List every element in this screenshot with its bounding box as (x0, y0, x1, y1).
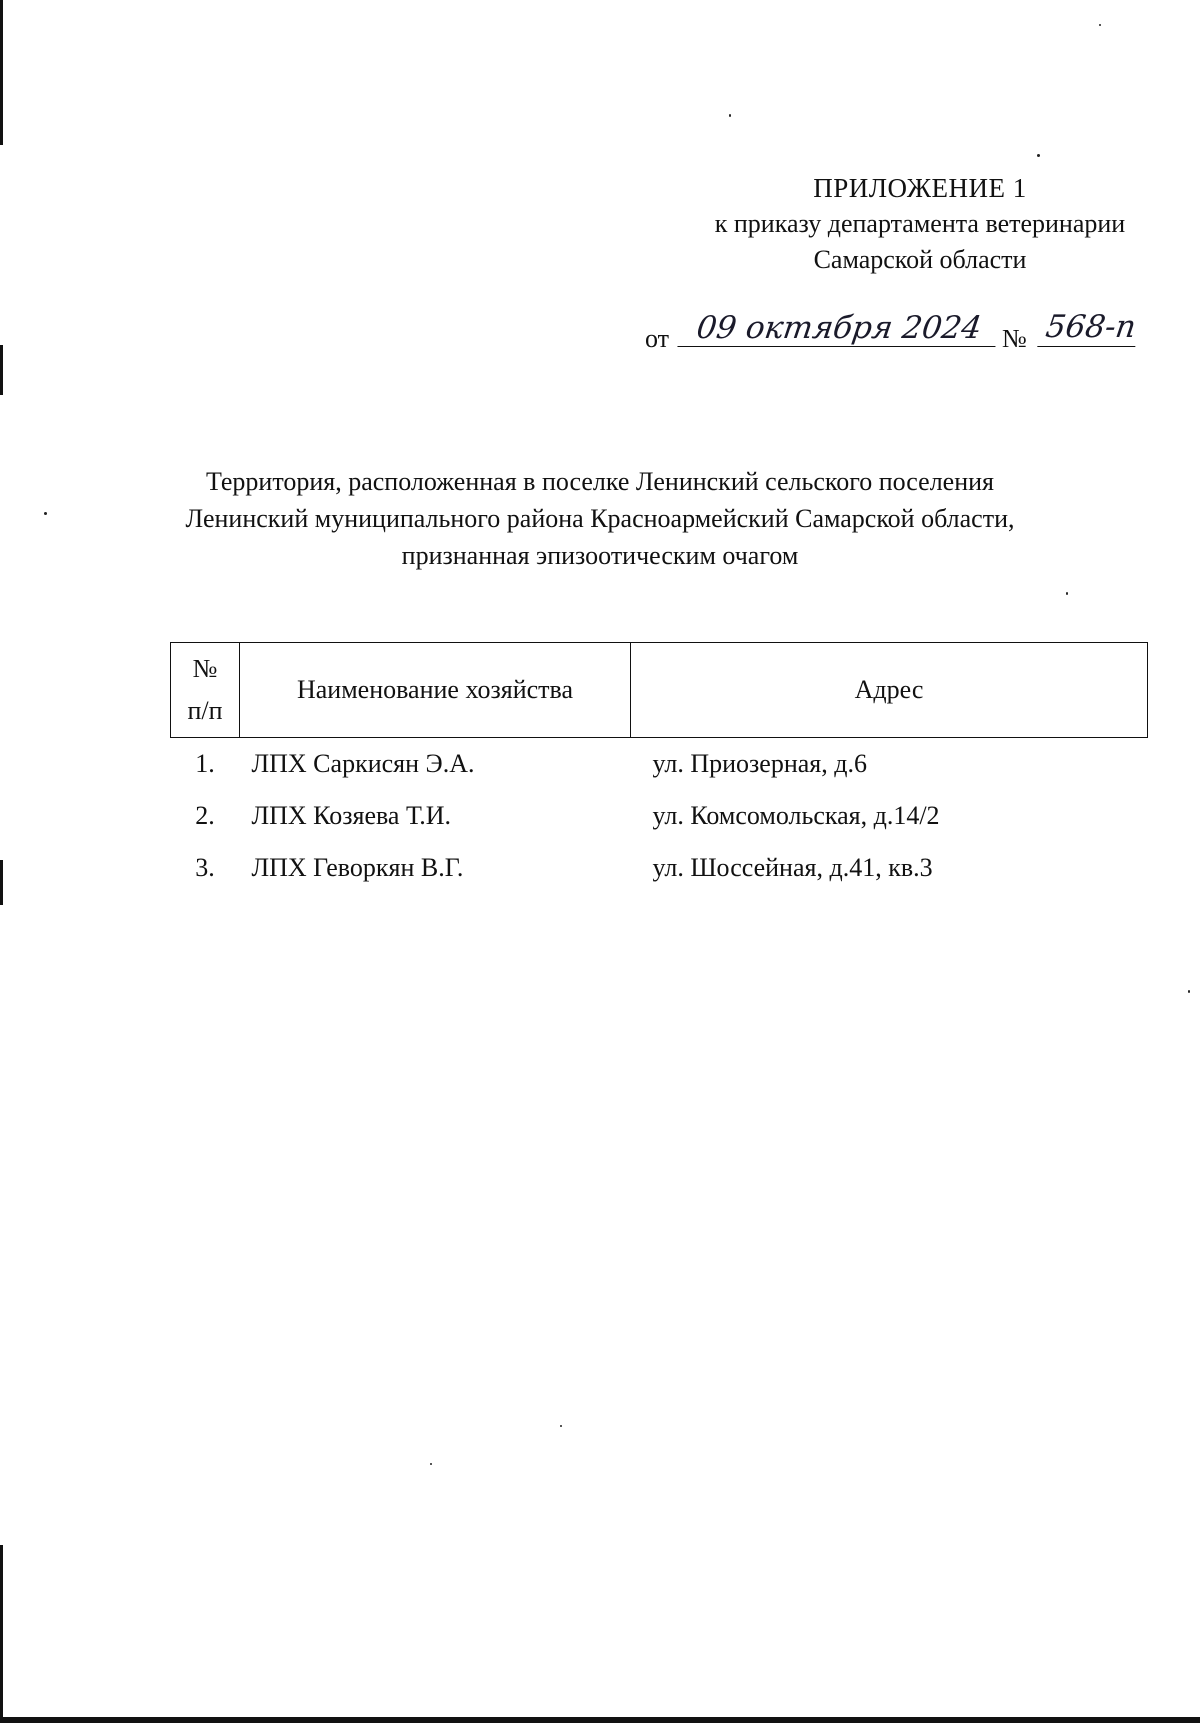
order-number-handwritten: 568-п (1037, 308, 1140, 347)
order-date-handwritten: 09 октября 2024 (677, 310, 1000, 347)
order-from-label: от (645, 324, 670, 353)
households-table (170, 642, 1148, 894)
scan-speck (430, 1463, 432, 1465)
scan-edge-bottom (0, 1717, 1200, 1723)
header-num-line-1: № (192, 654, 218, 683)
scan-speck (1066, 592, 1068, 595)
appendix-header (640, 170, 1200, 278)
row-num: 1. (195, 749, 215, 778)
scan-speck (729, 114, 731, 117)
header-num-line-2: п/п (187, 696, 223, 725)
order-number-label: № (1002, 324, 1027, 353)
table-row (171, 842, 1148, 894)
table-header-row (171, 643, 1148, 738)
scan-speck (1188, 990, 1190, 993)
scan-speck (1099, 24, 1101, 26)
header-num (171, 643, 240, 738)
row-num: 2. (195, 801, 215, 830)
appendix-line-1: к приказу департамента ветеринарии (714, 209, 1126, 238)
row-name: ЛПХ Геворкян В.Г. (251, 853, 464, 882)
header-name: Наименование хозяйства (240, 643, 631, 738)
scan-speck (560, 1425, 562, 1427)
scan-edge-left-low (0, 860, 3, 905)
scan-speck (1037, 154, 1040, 157)
row-name: ЛПХ Саркисян Э.А. (251, 749, 475, 778)
header-address: Адрес (631, 643, 1148, 738)
scan-edge-left-mid (0, 345, 3, 395)
appendix-line-2: Самарской области (813, 245, 1027, 274)
table-row (171, 738, 1148, 791)
row-address: ул. Комсомольская, д.14/2 (652, 801, 940, 830)
scan-edge-left-top (0, 0, 3, 145)
document-title-line-2: Ленинский муниципального района Красноармейский Самарской области, (185, 504, 1015, 533)
table-row (171, 790, 1148, 842)
row-address: ул. Шоссейная, д.41, кв.3 (652, 853, 933, 882)
row-num: 3. (195, 853, 215, 882)
order-reference (645, 309, 1139, 356)
document-title (120, 463, 1080, 574)
document-title-line-1: Территория, расположенная в поселке Ленинский сельского поселения (205, 467, 995, 496)
row-name: ЛПХ Козяева Т.И. (251, 801, 452, 830)
scan-edge-left-bottom (0, 1545, 3, 1723)
appendix-title: ПРИЛОЖЕНИЕ 1 (813, 173, 1027, 203)
scan-speck (44, 512, 47, 515)
row-address: ул. Приозерная, д.6 (652, 749, 867, 778)
document-title-line-3: признанная эпизоотическим очагом (401, 541, 799, 570)
